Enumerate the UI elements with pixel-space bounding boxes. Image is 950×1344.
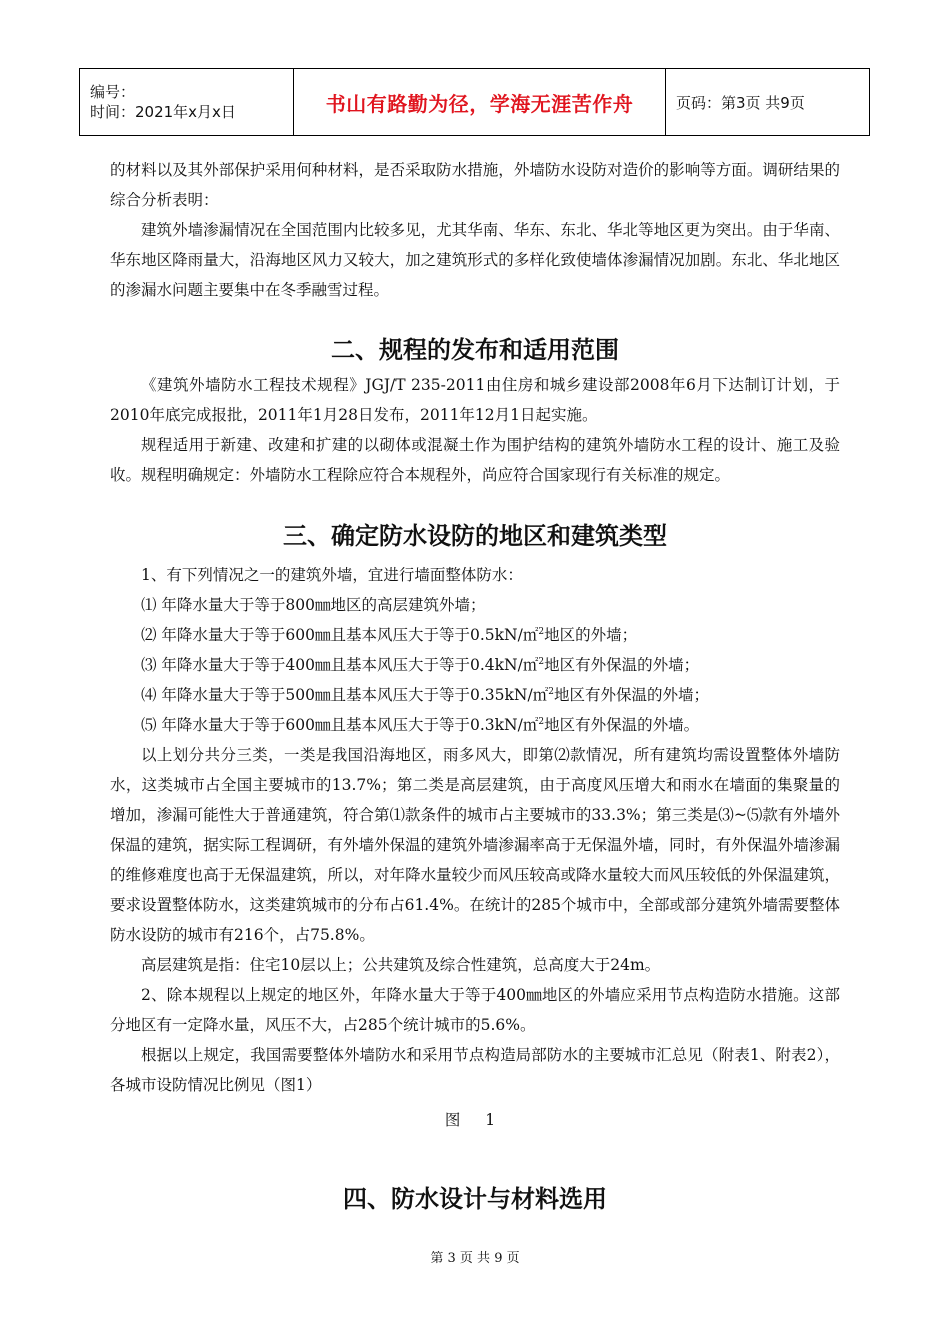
section-3-item-2: 2、除本规程以上规定的地区外，年降水量大于等于400㎜地区的外墙应采用节点构造防水措施。这部分地区有一定降水量，风压不大，占285个统计城市的5.6%。 [110,986,840,1034]
document-header-table [79,68,870,136]
highrise-definition: 高层建筑是指：住宅10层以上；公共建筑及综合性建筑，总高度大于24m。 [141,956,661,974]
page-footer: 第 3 页 共 9 页 [430,1251,520,1266]
section-4-title: 四、防水设计与材料选用 [343,1185,607,1213]
condition-item-5: ⑸ 年降水量大于等于600㎜且基本风压大于等于0.3kN/㎡$^2$地区有外保温的外墙。 [141,716,700,734]
section-3-title: 三、确定防水设防的地区和建筑类型 [283,522,667,550]
condition-item-3: ⑶ 年降水量大于等于400㎜且基本风压大于等于0.4kN/㎡$^2$地区有外保温的外墙； [141,656,700,674]
section-2-body [110,370,840,490]
header-left-cell [80,69,294,136]
date-label: 时间：2021年x月x日 [90,103,236,121]
figure-caption: 图 1 [444,1111,506,1129]
section-3-summary: 根据以上规定，我国需要整体外墙防水和采用节点构造局部防水的主要城市汇总见（附表1、附表2），各城市设防情况比例见（图1） [110,1046,840,1094]
section-2-paragraph-1: 《建筑外墙防水工程技术规程》JGJ/T 235-2011由住房和城乡建设部2008年6月下达制订计划，于2010年底完成报批，2011年1月28日发布，2011年12月1日起实施。 [110,376,840,424]
number-label: 编号： [90,83,136,101]
intro-paragraph-1: 的材料以及其外部保护采用何种材料，是否采取防水措施，外墙防水设防对造价的影响等方面。调研结果的综合分析表明： [110,161,840,209]
intro-paragraph-2: 建筑外墙渗漏情况在全国范围内比较多见，尤其华南、华东、东北、华北等地区更为突出。由于华南、华东地区降雨量大，沿海地区风力又较大，加之建筑形式的多样化致使墙体渗漏情况加剧。东北、华北地区的渗漏水问题主要集中在冬季融雪过程。 [110,221,840,299]
section-2-paragraph-2: 规程适用于新建、改建和扩建的以砌体或混凝土作为围护结构的建筑外墙防水工程的设计、施工及验收。规程明确规定：外墙防水工程除应符合本规程外，尚应符合国家现行有关标准的规定。 [110,436,840,484]
intro-block [110,155,840,305]
classification-analysis: 以上划分共分三类，一类是我国沿海地区，雨多风大，即第⑵款情况，所有建筑均需设置整体外墙防水，这类城市占全国主要城市的13.7%；第二类是高层建筑，由于高度风压增大和雨水在墙面的集聚量的增加，渗漏可能性大于普通建筑，符合第⑴款条件的城市占主要城市的33.3%；第三类是⑶~⑸款有外墙外保温的建筑，据实际工程调研，有外墙外保温的建筑外墙渗漏率高于无保温外墙，同时，有外保温外墙渗漏的维修难度也高于无保温建筑，所以，对年降水量较少而风压较高或降水量较大而风压较低的外保温建筑，要求设置整体防水，这类建筑城市的分布占61.4%。在统计的285个城市中，全部或部分建筑外墙需要整体防水设防的城市有216个，占75.8%。 [110,746,840,944]
section-2-title: 二、规程的发布和适用范围 [331,336,619,364]
section-3-body [110,560,840,1100]
condition-item-4: ⑷ 年降水量大于等于500㎜且基本风压大于等于0.35kN/㎡$^2$地区有外保温的外墙； [141,686,709,704]
condition-item-1: ⑴ 年降水量大于等于800㎜地区的高层建筑外墙； [141,596,486,614]
header-page-info: 页码：第3页 共9页 [666,69,870,136]
section-3-lead: 1、有下列情况之一的建筑外墙，宜进行墙面整体防水： [141,566,523,584]
condition-item-2: ⑵ 年降水量大于等于600㎜且基本风压大于等于0.5kN/㎡$^2$地区的外墙； [141,626,638,644]
header-motto: 书山有路勤为径，学海无涯苦作舟 [294,69,666,136]
